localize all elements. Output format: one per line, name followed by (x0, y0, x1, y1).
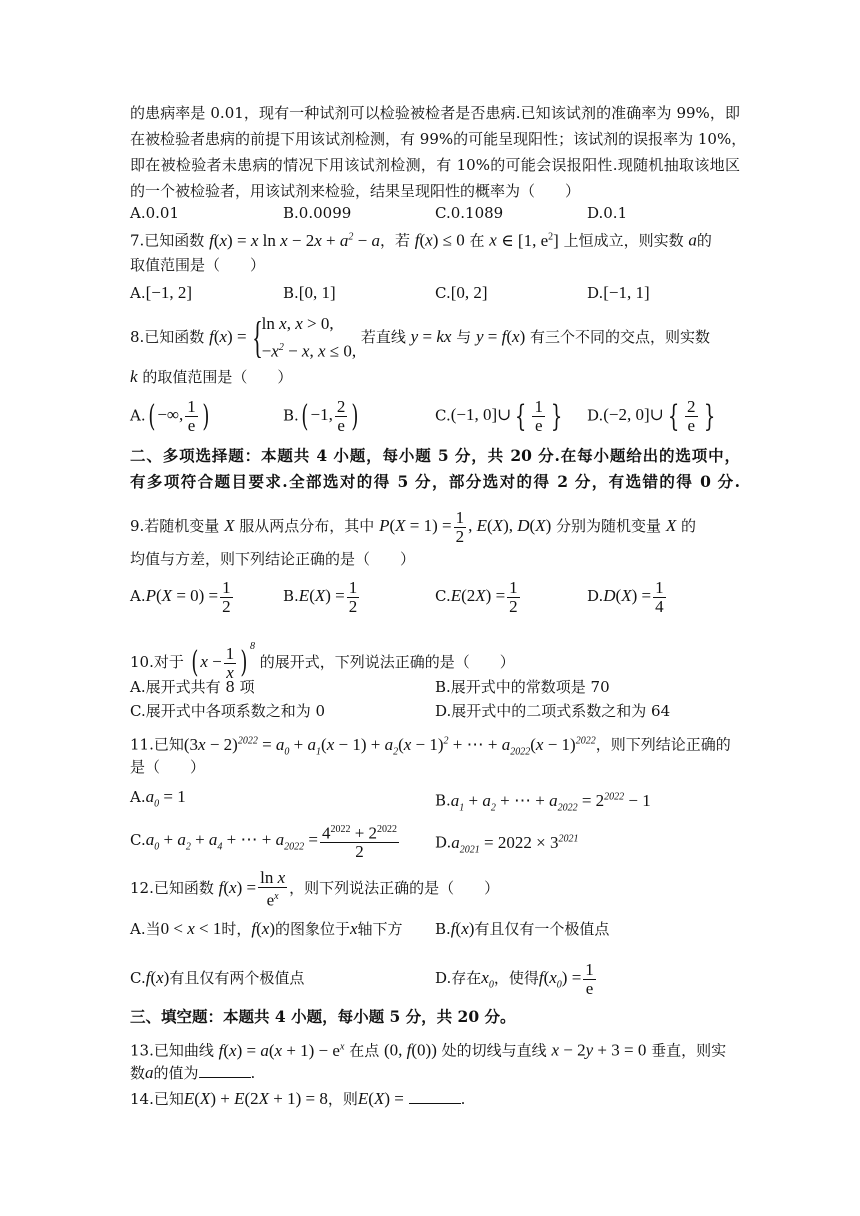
q7-function: f(x) = x $\ln x - 2x + a^2 - a$ (209, 230, 380, 250)
q10-number: 10.对于 (130, 653, 184, 671)
q12-option-d: D.存在$x_0$，使得$f(x_0)$ = $\frac{1}{e}$ (435, 959, 594, 998)
q9-number: 9.若随机变量 (130, 517, 220, 535)
q8-stem-line-1: 8.已知函数 f(x) = { ln x, x > 0, $-x^2 - x$, x ≤ 0, 若直线 y = kx 与 y = f(x) 有三个不同的交点，则实数 (130, 313, 711, 363)
q14-number: 14.已知 (130, 1090, 184, 1108)
q8-option-a: A.( −∞, $\frac{1}{e}$ ) (130, 397, 210, 435)
q14-answer-blank[interactable] (409, 1103, 461, 1104)
q13-number: 13.已知曲线 (130, 1041, 214, 1060)
q12-option-a: A.当0 < x < 1时，f(x)的图象位于x轴下方 (130, 919, 403, 938)
q7-condition: f(x) ≤ 0 (414, 230, 465, 250)
q9-option-b: B.E(X) = $\frac{1}{2}$ (283, 577, 358, 616)
q6-option-d: D.0.1 (587, 204, 628, 222)
q9-option-d: D.D(X) = $\frac{1}{4}$ (587, 577, 664, 616)
q11-stem-line-2: 是（ ） (130, 758, 206, 776)
q10-option-d: D.展开式中的二项式系数之和为 64 (435, 702, 671, 720)
q7-stem-line-1: 7.已知函数 f(x) = x $\ln x - 2x + a^2 - a$，若 f(x) ≤ 0 在 x ∈ [1, $e^2$] 上恒成立，则实数 a的 (130, 230, 712, 250)
q8-piecewise-function: f(x) = { ln x, x > 0, $-x^2 - x$, x ≤ 0, (209, 313, 357, 363)
q7-option-c: C.[0, 2] (435, 283, 488, 302)
section-2-heading-line-2: 有多项符合题目要求.全部选对的得 5 分，部分选对的得 2 分，有选错的得 0 分. (130, 472, 740, 491)
q10-option-b: B.展开式中的常数项是 70 (435, 678, 610, 696)
q6-line-1: 的患病率是 0.01，现有一种试剂可以检验被检者是否患病.已知该试剂的准确率为 99%，即 (130, 104, 740, 122)
q8-stem-line-2: k 的取值范围是（ ） (130, 367, 293, 386)
section-2-heading-line-1: 二、多项选择题：本题共 4 小题，每小题 5 分，共 20 分.在每小题给出的选项中， (130, 446, 740, 465)
q14-stem: 14.已知E(X) + E(2X + 1) = 8，则E(X) = . (130, 1089, 466, 1108)
q6-line-4: 的一个被检验者，用该试剂来检验，结果呈现阳性的概率为（ ） (130, 182, 581, 200)
q11-option-a: $A.a_0 = 1$ (130, 787, 186, 810)
q7-option-d: D.[−1, 1] (587, 283, 650, 302)
section-3-heading: 三、填空题：本题共 4 小题，每小题 5 分，共 20 分。 (130, 1007, 516, 1026)
q6-line-3: 即在被检验者未患病的情况下用该试剂检测，有 10%的可能会误报阳性.现随机抽取该地区 (130, 156, 740, 174)
q7-interval: x ∈ [1, $e^2$] (489, 230, 559, 250)
q12-option-b: B.f(x)有且仅有一个极值点 (435, 919, 610, 938)
q11-number: 11.已知 (130, 735, 184, 754)
q10-stem: 10.对于 ( x − $\frac{1}{x}$ ) $^8$ 的展开式，下列说法正确的是（ ） (130, 641, 515, 682)
q7-stem-line-2: 取值范围是（ ） (130, 256, 266, 274)
q11-stem-line-1: 11.已知$(3x - 2)^{2022} = a_0 + a_1(x - 1) + a_2(x - 1)^2$ + ⋯ + $a_{2022}(x - 1)^{2022}$，则下列结论正确的 (130, 734, 731, 758)
q12-stem: 12.已知函数 f(x) = $\frac{\text{ln x}}{e^x}$ ，则下列说法正确的是（ ） (130, 867, 500, 910)
q9-option-a: A.P(X = 0) = $\frac{1}{2}$ (130, 577, 231, 616)
q10-option-c: C.展开式中各项系数之和为 0 (130, 702, 326, 720)
q11-option-d: $D.a_{2021} = 2022 \times 3^{2021}$ (435, 832, 579, 856)
q6-option-a: A.0.01 (130, 204, 179, 222)
q6-line-2: 在被检验者患病的前提下用该试剂检测，有 99%的可能呈现阳性；该试剂的误报率为 10%， (130, 130, 747, 148)
q7-option-b: B.[0, 1] (283, 283, 336, 302)
q8-number: 8.已知函数 (130, 328, 205, 346)
q13-stem-line-2: 数a的值为 . (130, 1063, 256, 1082)
q6-option-c: C.0.1089 (435, 204, 504, 222)
q8-option-c: C.(−1, 0]∪ { $\frac{1}{e}$ } (435, 397, 563, 435)
q13-answer-blank[interactable] (199, 1077, 251, 1078)
q13-stem-line-1: 13.已知曲线 $f(x) = a(x + 1) - e^x$ 在点 (0, f(0)) 处的切线与直线 x − 2y + 3 = 0 垂直，则实 (130, 1040, 727, 1060)
q7-number: 7.已知函数 (130, 231, 205, 250)
q12-number: 12.已知函数 (130, 879, 214, 897)
q6-option-b: B.0.0099 (283, 204, 352, 222)
q8-option-d: D.(−2, 0]∪ { $\frac{2}{e}$ } (587, 397, 715, 435)
q9-option-c: C.E(2X) = $\frac{1}{2}$ (435, 577, 518, 616)
q9-stem-line-1: 9.若随机变量 X 服从两点分布，其中 P(X = 1) = $\frac{1}{2}$ , E(X), D(X) 分别为随机变量 X 的 (130, 507, 697, 546)
q8-option-b: B.( −1, $\frac{2}{e}$ ) (283, 397, 359, 435)
q10-option-a: A.展开式共有 8 项 (130, 678, 255, 696)
q11-option-b: $B.a_1 + a_2$ + ⋯ + $a_{2022} = 2^{2022} - 1$ (435, 790, 651, 814)
q11-option-c: $C.a_0 + a_2 + a_4$ + ⋯ + $a_{2022}$ = $\frac{4^{2022} + 2^{2022}}{2}$ (130, 818, 401, 869)
q7-option-a: A.[−1, 2] (130, 283, 193, 302)
q9-stem-line-2: 均值与方差，则下列结论正确的是（ ） (130, 550, 416, 568)
q12-option-c: C.f(x)有且仅有两个极值点 (130, 968, 305, 987)
